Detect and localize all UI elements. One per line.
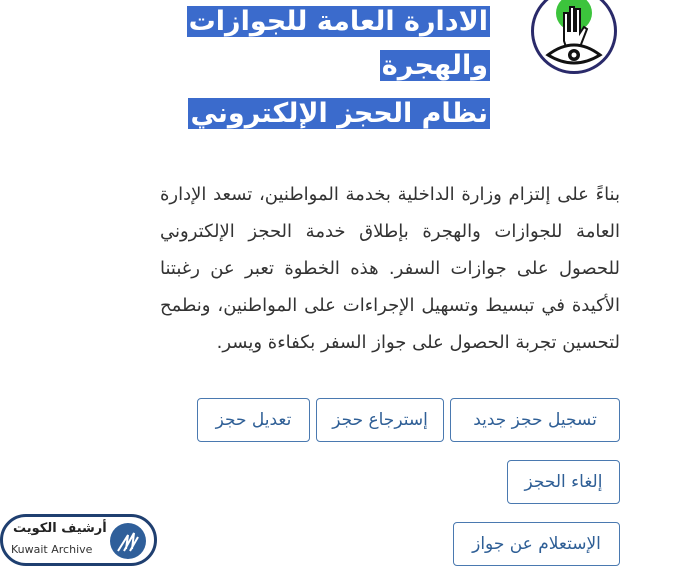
hand-eye-emblem-icon (531, 0, 617, 74)
cancel-booking-button[interactable]: إلغاء الحجز (507, 460, 620, 504)
watermark-arabic: أرشيف الكويت (13, 521, 107, 536)
watermark-english: Kuwait Archive (11, 543, 93, 556)
title-line-2: نظام الحجز الإلكتروني (190, 98, 488, 129)
archive-logo-icon (110, 523, 146, 559)
title-line-1: الادارة العامة للجوازات والهجرة (188, 6, 488, 81)
retrieve-booking-button[interactable]: إسترجاع حجز (316, 398, 444, 442)
kuwait-archive-watermark (0, 514, 157, 566)
edit-booking-button[interactable]: تعديل حجز (197, 398, 310, 442)
new-booking-button[interactable]: تسجيل حجز جديد (450, 398, 620, 442)
intro-paragraph: بناءً على إلتزام وزارة الداخلية بخدمة المواطنين، تسعد الإدارة العامة للجوازات والهجرة بإطلاق خدمة الحجز الإلكتروني للحصول على جوازات السفر. هذه الخطوة تعبر عن رغبتنا الأكيدة في تبسيط وتسهيل الإجراءات على المواطنين، ونطمح لتحسين تجربة الحصول على جواز السفر بكفاءة ويسر. (160, 184, 620, 353)
passport-inquiry-button[interactable]: الإستعلام عن جواز (453, 522, 620, 566)
page-title (170, 0, 490, 136)
